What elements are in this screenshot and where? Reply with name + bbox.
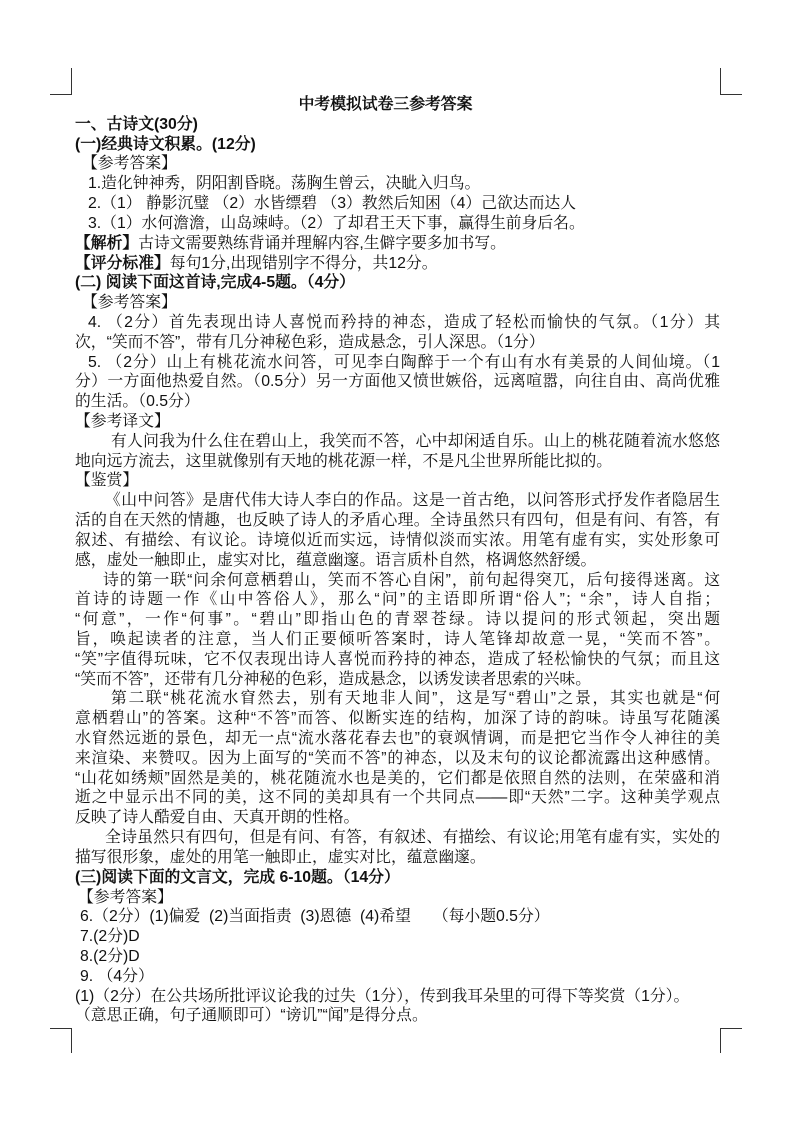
- scoring-label: 【评分标准】: [75, 254, 170, 272]
- part1-answer-1: 1.造化钟神秀，阴阳割昏晓。荡胸生曾云，决眦入归鸟。: [88, 175, 481, 193]
- appreciation-label: 【鉴赏】: [75, 472, 139, 490]
- part1-answer-label: 【参考答案】: [82, 155, 177, 173]
- appreciation-line: 首诗的诗题一作《山中答俗人》，那么“问”的主语即所谓“俗人”；“余”，诗人自指；: [75, 591, 720, 609]
- appreciation-line: “山花如绣颊”固然是美的，桃花随流水也是美的，它们都是依照自然的法则，在荣盛和消: [75, 769, 720, 787]
- appreciation-line: 活的自在天然的情趣，也反映了诗人的矛盾心理。全诗虽然只有四句，但是有问、有答，有: [75, 512, 720, 530]
- appreciation-line: 反映了诗人酷爱自由、天真开朗的性格。: [75, 809, 360, 827]
- q5-line: 的生活。（0.5分）: [75, 393, 200, 411]
- appreciation-line: 水窅然远逝的景色，却无一点“流水落花春去也”的衰飒情调，而是把它当作令人神往的美: [75, 730, 720, 747]
- q4-line: 4. （2分）首先表现出诗人喜悦而矜持的神态，造成了轻松而愉快的气氛。（1分）其: [88, 313, 720, 331]
- appreciation-line: 诗的第一联“问余何意栖碧山，笑而不答心自闲”，前句起得突兀，后句接得迷离。这: [103, 571, 720, 589]
- part1-analysis: [75, 234, 720, 254]
- scoring-text: 每句1分,出现错别字不得分，共12分。: [169, 254, 438, 272]
- appreciation-line: 《山中问答》是唐代伟大诗人李白的作品。这是一首古绝，以问答形式抒发作者隐居生: [105, 492, 720, 510]
- q5-line: 5. （2分）山上有桃花流水问答，可见李白陶醉于一个有山有水有美景的人间仙境。（1: [88, 353, 720, 371]
- part1-answer-3: 3.（1）水何澹澹，山岛竦峙。（2）了却君王天下事，赢得生前身后名。: [88, 214, 585, 232]
- q4-line: 次，“笑而不答”，带有几分神秘色彩，造成悬念，引人深思。（1分）: [75, 333, 545, 351]
- crop-mark-bottom-right: [720, 1028, 742, 1053]
- appreciation-line: 来渲染、来赞叹。因为上面写的“笑而不答”的神态，以及末句的议论都流露出这种感情。: [75, 749, 720, 767]
- part3-heading: (三)阅读下面的文言文，完成 6-10题。（14分）: [75, 868, 400, 886]
- translation-line: 地向远方流去，这里就像别有天地的桃花源一样，不是凡尘世界所能比拟的。: [75, 452, 613, 470]
- crop-mark-top-left: [50, 68, 72, 95]
- analysis-label: 【解析】: [75, 234, 139, 252]
- appreciation-line: “笑而不答”，还带有几分神秘的色彩，造成悬念，以诱发读者思索的兴味。: [75, 670, 592, 688]
- answer-content: [75, 95, 720, 1026]
- crop-mark-bottom-left: [50, 1028, 72, 1053]
- q5-line: 分）一方面他热爱自然。（0.5分）另一方面他又愤世嫉俗，远离喧嚣，向往自由、高尚优雅: [75, 373, 720, 391]
- appreciation-line: 感，虚处一触即止，虚实对比，蕴意幽邃。语言质朴自然，格调悠然舒缓。: [75, 551, 597, 569]
- analysis-text: 古诗文需要熟练背诵并理解内容,生僻字要多加书写。: [138, 234, 506, 252]
- part1-answer-2: 2.（1） 静影沉璧 （2）水皆缥碧 （3）教然后知困（4）己欲达而达人: [88, 195, 576, 213]
- crop-mark-top-right: [720, 68, 742, 95]
- q9-1-line: (1)（2分）在公共场所批评议论我的过失（1分），传到我耳朵里的可得下等奖赏（1分）。: [75, 987, 690, 1005]
- appreciation-line: 描写很形象，虚处的用笔一触即止，虚实对比，蕴意幽邃。: [75, 848, 486, 866]
- appreciation-line: “笑”字值得玩味，它不仅表现出诗人喜悦而矜持的神态，造成了轻松愉快的气氛；而且这: [75, 650, 720, 668]
- appreciation-line: 逝之中显示出不同的美，这不同的美却具有一个共同点——即“天然”二字。这种美学观点: [75, 789, 720, 807]
- part1-heading: (一)经典诗文积累。(12分): [75, 135, 256, 153]
- part2-heading: (二) 阅读下面这首诗,完成4-5题。（4分）: [75, 274, 355, 292]
- appreciation-line: “何意”，一作“何事”。“碧山”即指山色的青翠苍绿。诗以提问的形式领起，突出题: [75, 611, 720, 629]
- q8-answer: 8.(2分)D: [80, 947, 140, 965]
- q9-1-line: （意思正确，句子通顺即可）“谤讥”“闻”是得分点。: [75, 1007, 428, 1025]
- translation-line: 有人问我为什么住在碧山上，我笑而不答，心中却闲适自乐。山上的桃花随着流水悠悠: [111, 432, 720, 450]
- q9-heading: 9. （4分）: [80, 967, 154, 985]
- part3-answer-label: 【参考答案】: [78, 888, 173, 906]
- appreciation-line: 第二联“桃花流水窅然去，别有天地非人间”，这是写“碧山”之景，其实也就是“何: [111, 690, 720, 708]
- q6-answer: 6.（2分）(1)偏爱 (2)当面指责 (3)恩德 (4)希望 （每小题0.5分）: [80, 908, 550, 926]
- appreciation-line: 旨，唤起读者的注意，当人们正要倾听答案时，诗人笔锋却故意一晃，“笑而不答”。: [75, 630, 720, 648]
- page-title: 中考模拟试卷三参考答案: [298, 96, 473, 113]
- section-heading: 一、古诗文(30分): [75, 115, 198, 133]
- q7-answer: 7.(2分)D: [80, 928, 140, 946]
- translation-label: 【参考译文】: [75, 413, 170, 430]
- appreciation-line: 意栖碧山”的答案。这种“不答”而答、似断实连的结构，加深了诗的韵味。诗虽写花随溪: [75, 710, 720, 728]
- part1-scoring: [75, 254, 720, 274]
- appreciation-line: 全诗虽然只有四句，但是有问、有答，有叙述、有描绘、有议论;用笔有虚有实，实处的: [105, 829, 720, 847]
- part2-answer-label: 【参考答案】: [82, 294, 177, 312]
- appreciation-line: 叙述、有描绘、有议论。诗境似近而实远，诗情似淡而实浓。用笔有虚有实，实处形象可: [75, 531, 720, 549]
